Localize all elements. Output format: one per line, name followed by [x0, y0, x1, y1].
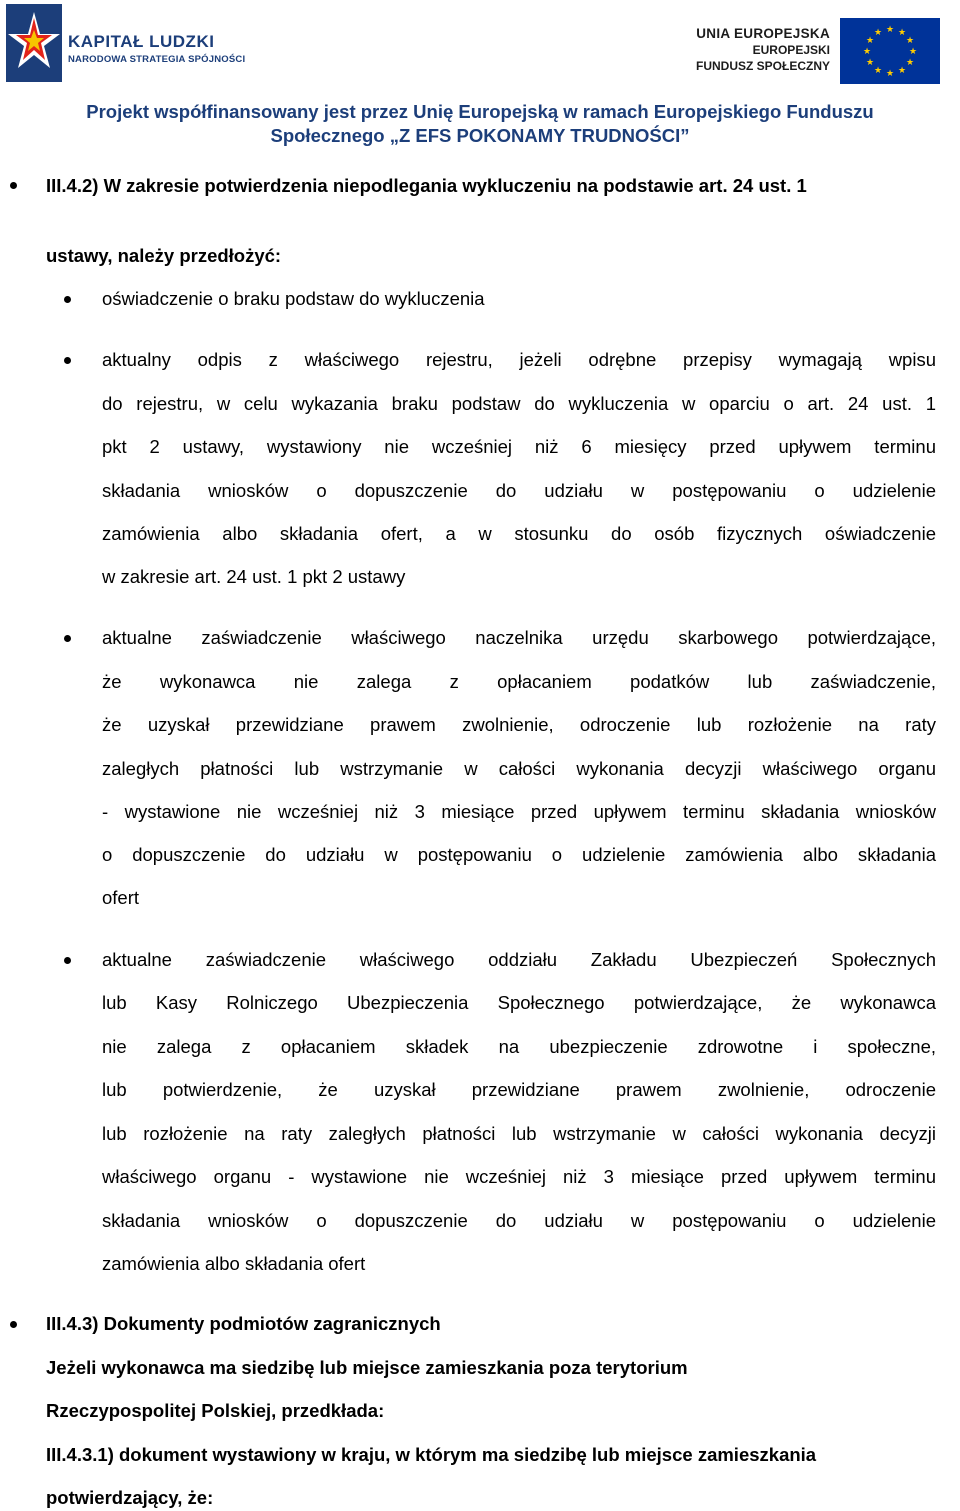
eu-flag-icon — [840, 18, 940, 84]
list-item-line: że uzyskał przewidziane prawem zwolnienie, odroczenie lub rozłożenie na raty — [102, 714, 936, 735]
svg-text:★: ★ — [873, 66, 883, 76]
svg-text:★: ★ — [897, 28, 907, 38]
section-text-line: potwierdzający, że: — [46, 1487, 214, 1508]
list-item-line: o dopuszczenie do udziału w postępowaniu o udzielenie zamówienia albo składania — [102, 844, 936, 865]
section-text-line: Jeżeli wykonawca ma siedzibę lub miejsce zamieszkania poza terytorium — [46, 1357, 688, 1378]
list-item-line: aktualne zaświadczenie właściwego oddziału Zakładu Ubezpieczeń Społecznych — [102, 949, 936, 970]
svg-text:★: ★ — [865, 58, 875, 68]
svg-text:★: ★ — [865, 36, 875, 46]
eu-logo-line2: EUROPEJSKI — [752, 43, 830, 57]
svg-text:★: ★ — [908, 47, 918, 57]
list-item-line: - wystawione nie wcześniej niż 3 miesiące przed upływem terminu składania wniosków — [102, 801, 936, 822]
eu-logo-line1: UNIA EUROPEJSKA — [696, 26, 830, 41]
list-item-line: właściwego organu - wystawione nie wcześniej niż 3 miesiące przed upływem terminu — [102, 1166, 936, 1187]
list-item-line: że wykonawca nie zalega z opłacaniem podatków lub zaświadczenie, — [102, 671, 936, 692]
svg-text:★: ★ — [862, 47, 872, 57]
list-item-line: nie zalega z opłacaniem składek na ubezpieczenie zdrowotne i społeczne, — [102, 1036, 936, 1057]
svg-text:★: ★ — [873, 28, 883, 38]
svg-text:★: ★ — [885, 25, 895, 35]
list-item-line: lub Kasy Rolniczego Ubezpieczenia Społecznego potwierdzające, że wykonawca — [102, 992, 936, 1013]
bullet-icon — [10, 182, 17, 189]
kapital-ludzki-title: KAPITAŁ LUDZKI — [68, 32, 215, 51]
bullet-icon — [64, 296, 71, 303]
list-item-line: pkt 2 ustawy, wystawiony nie wcześniej niż 6 miesięcy przed upływem terminu — [102, 436, 936, 457]
project-funding-line2: Społecznego „Z EFS POKONAMY TRUDNOŚCI” — [270, 125, 690, 146]
svg-text:★: ★ — [905, 58, 915, 68]
list-item-line: do rejestru, w celu wykazania braku podstaw do wykluczenia w oparciu o art. 24 ust. 1 — [102, 393, 936, 414]
list-item-line: lub potwierdzenie, że uzyskał przewidziane prawem zwolnienie, odroczenie — [102, 1079, 936, 1100]
eu-logo — [695, 14, 940, 80]
kapital-ludzki-star-icon — [6, 4, 62, 82]
kapital-ludzki-subtitle: NARODOWA STRATEGIA SPÓJNOŚCI — [68, 54, 246, 65]
list-item: oświadczenie o braku podstaw do wykluczenia — [102, 288, 485, 309]
bullet-icon — [10, 1321, 17, 1328]
list-item-line: składania wniosków o dopuszczenie do udziału w postępowaniu o udzielenie — [102, 480, 936, 501]
eu-logo-line3: FUNDUSZ SPOŁECZNY — [695, 59, 830, 73]
bullet-icon — [64, 357, 71, 364]
list-item-line: zaległych płatności lub wstrzymanie w całości wykonania decyzji właściwego organu — [102, 758, 936, 779]
list-item-line: aktualny odpis z właściwego rejestru, jeżeli odrębne przepisy wymagają wpisu — [102, 349, 936, 370]
eu-logo-text — [696, 26, 830, 74]
list-item-line: w zakresie art. 24 ust. 1 pkt 2 ustawy — [102, 566, 406, 587]
section-text-line: III.4.3.1) dokument wystawiony w kraju, w którym ma siedzibę lub miejsce zamieszkania — [46, 1444, 817, 1465]
list-item-line: składania wniosków o dopuszczenie do udziału w postępowaniu o udzielenie — [102, 1210, 936, 1231]
section-heading-line2: ustawy, należy przedłożyć: — [46, 245, 282, 266]
list-item-line: zamówienia albo składania ofert, a w stosunku do osób fizycznych oświadczenie — [102, 523, 936, 544]
section-heading: III.4.3) Dokumenty podmiotów zagranicznych — [46, 1313, 441, 1334]
bullet-icon — [64, 957, 71, 964]
svg-text:★: ★ — [897, 66, 907, 76]
svg-text:★: ★ — [885, 69, 895, 79]
list-item-line: lub rozłożenie na raty zaległych płatności lub wstrzymanie w całości wykonania decyzji — [102, 1123, 936, 1144]
kapital-ludzki-logo — [6, 4, 246, 82]
list-item-line: zamówienia albo składania ofert — [102, 1253, 366, 1274]
section-heading-line1: III.4.2) W zakresie potwierdzenia niepodlegania wykluczeniu na podstawie art. 24 ust. 1 — [46, 175, 807, 196]
bullet-icon — [64, 635, 71, 642]
project-funding-line1: Projekt współfinansowany jest przez Unię Europejską w ramach Europejskiego Funduszu — [86, 101, 874, 122]
list-item-line: aktualne zaświadczenie właściwego naczelnika urzędu skarbowego potwierdzające, — [102, 627, 936, 648]
list-item-line: ofert — [102, 887, 140, 908]
section-text-line: Rzeczypospolitej Polskiej, przedkłada: — [46, 1400, 385, 1421]
svg-text:★: ★ — [905, 36, 915, 46]
